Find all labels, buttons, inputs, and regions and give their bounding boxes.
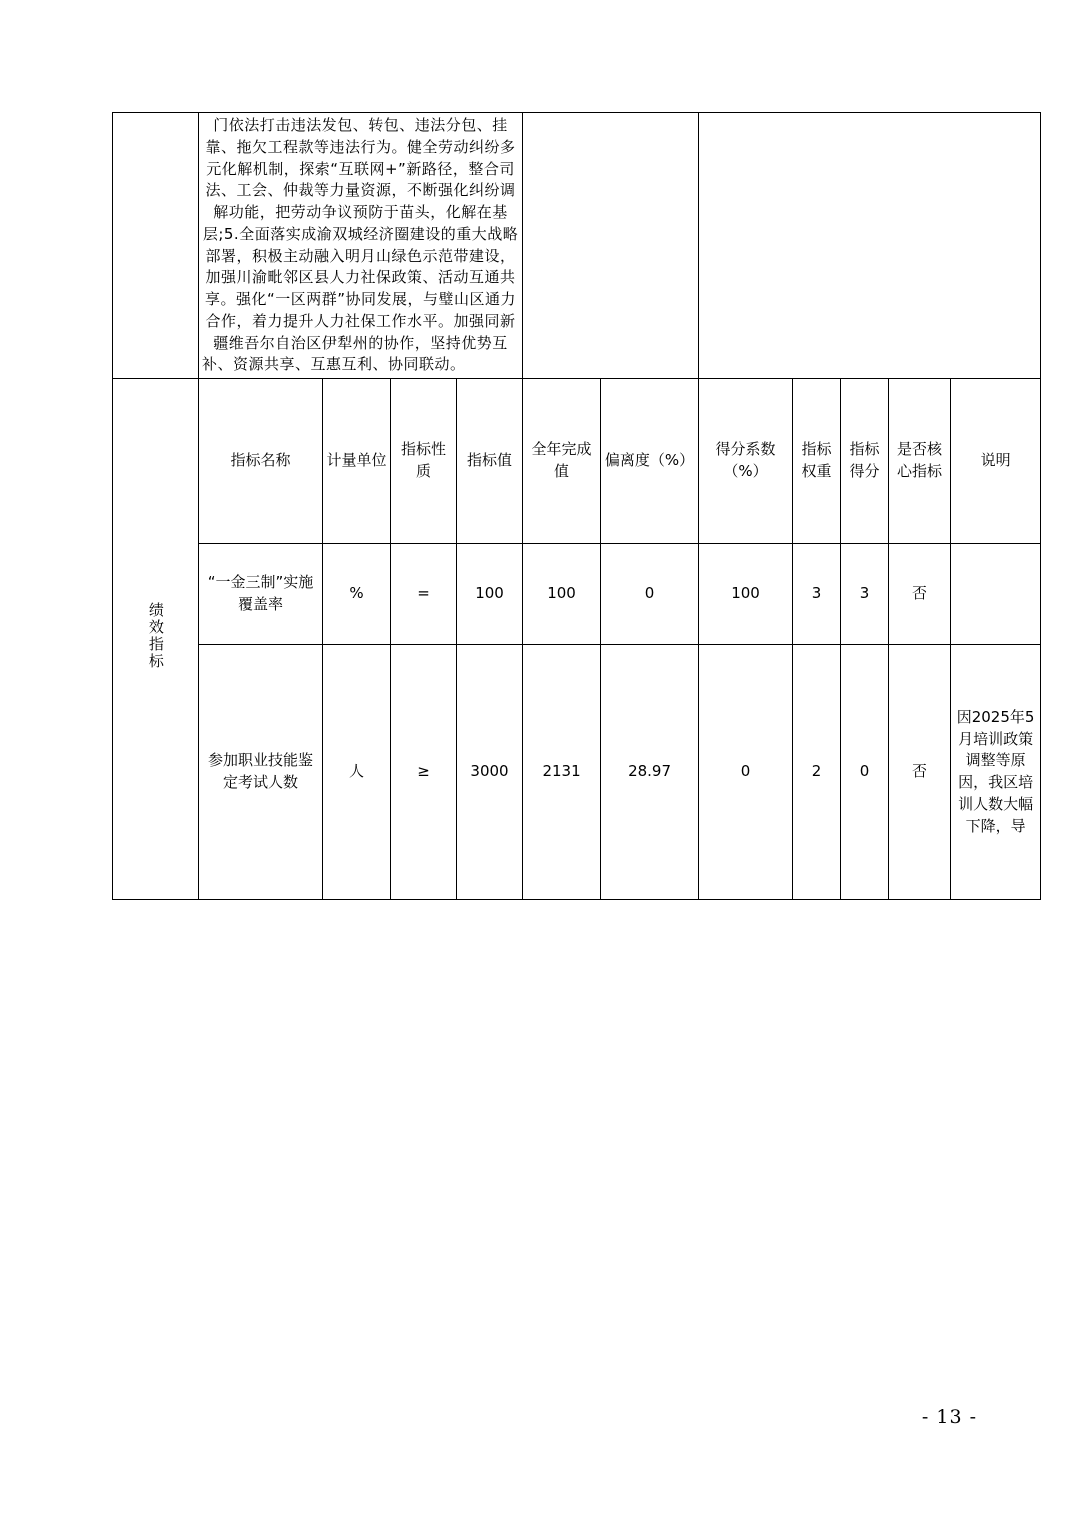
row-1-coefficient: 100 xyxy=(699,544,793,645)
header-weight: 指标权重 xyxy=(793,379,841,544)
header-actual-value: 全年完成值 xyxy=(523,379,601,544)
header-is-core: 是否核心指标 xyxy=(889,379,951,544)
row-2-indicator-name: 参加职业技能鉴定考试人数 xyxy=(199,645,323,900)
row-1-unit: % xyxy=(323,544,391,645)
row-2-coefficient: 0 xyxy=(699,645,793,900)
section-label: 绩效指标 xyxy=(146,601,165,670)
section-label-cell xyxy=(113,379,199,900)
row-2-nature: ≥ xyxy=(391,645,457,900)
row-1-deviation: 0 xyxy=(601,544,699,645)
table-row xyxy=(113,645,1041,900)
row-2-weight: 2 xyxy=(793,645,841,900)
header-target-value: 指标值 xyxy=(457,379,523,544)
empty-right-cell xyxy=(699,113,1041,379)
header-indicator-name: 指标名称 xyxy=(199,379,323,544)
row-1-score: 3 xyxy=(841,544,889,645)
header-score-coefficient: 得分系数（%） xyxy=(699,379,793,544)
header-nature: 指标性质 xyxy=(391,379,457,544)
table-row xyxy=(113,544,1041,645)
continued-description-text: 门依法打击违法发包、转包、违法分包、挂靠、拖欠工程款等违法行为。健全劳动纠纷多元化解机制，探索“互联网+”新路径，整合司法、工会、仲裁等力量资源，不断强化纠纷调解功能，把劳动争议预防于苗头，化解在基层;5.全面落实成渝双城经济圈建设的重大战略部署，积极主动融入明月山绿色示范带建设，加强川渝毗邻区县人力社保政策、活动互通共享。强化“一区两群”协同发展，与璧山区通力合作，着力提升人力社保工作水平。加强同新疆维吾尔自治区伊犁州的协作，坚持优势互补、资源共享、互惠互利、协同联动。 xyxy=(199,113,523,379)
page-number: - 13 - xyxy=(921,1406,977,1428)
row-1-weight: 3 xyxy=(793,544,841,645)
row-1-actual: 100 xyxy=(523,544,601,645)
row-1-indicator-name: “一金三制”实施覆盖率 xyxy=(199,544,323,645)
row-1-target: 100 xyxy=(457,544,523,645)
row-2-deviation: 28.97 xyxy=(601,645,699,900)
empty-left-cell xyxy=(113,113,199,379)
header-score: 指标得分 xyxy=(841,379,889,544)
row-1-core: 否 xyxy=(889,544,951,645)
row-2-target: 3000 xyxy=(457,645,523,900)
row-1-nature: = xyxy=(391,544,457,645)
row-2-note: 因2025年5月培训政策调整等原因，我区培训人数大幅下降，导 xyxy=(951,645,1041,900)
empty-mid-cell xyxy=(523,113,699,379)
row-2-score: 0 xyxy=(841,645,889,900)
header-deviation: 偏离度（%） xyxy=(601,379,699,544)
row-2-unit: 人 xyxy=(323,645,391,900)
table-row-continued xyxy=(113,113,1041,379)
row-1-note xyxy=(951,544,1041,645)
table-header-row xyxy=(113,379,1041,544)
row-2-actual: 2131 xyxy=(523,645,601,900)
performance-indicator-table xyxy=(112,112,1041,900)
header-note: 说明 xyxy=(951,379,1041,544)
row-2-core: 否 xyxy=(889,645,951,900)
header-unit: 计量单位 xyxy=(323,379,391,544)
